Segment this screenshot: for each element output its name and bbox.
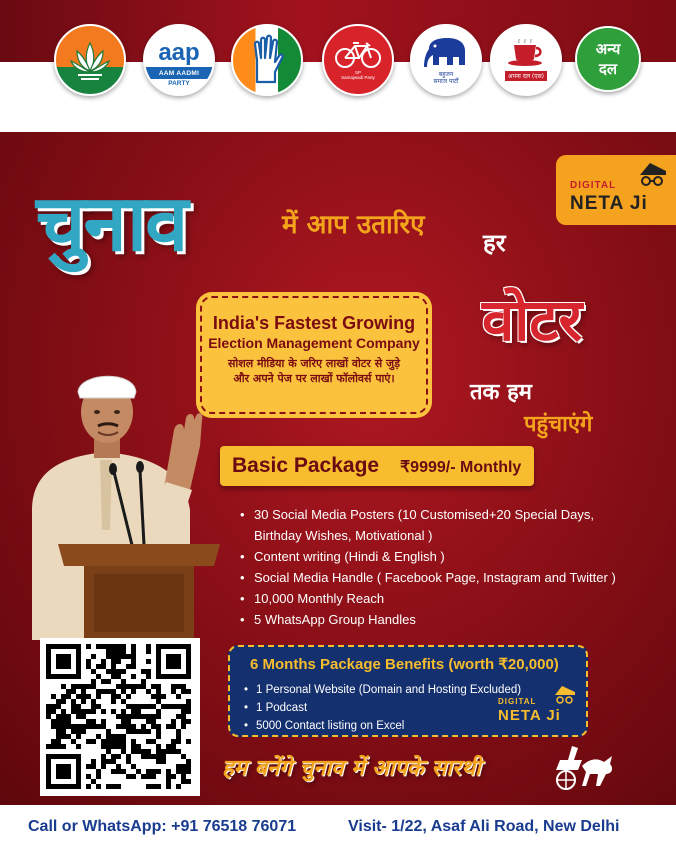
aap-broom-band (143, 67, 215, 79)
other-parties-label-2: दल (598, 60, 618, 78)
headline-pahuchayenge: पहुंचाएंगे (524, 412, 593, 437)
other-parties-badge (575, 26, 641, 92)
aap-logo (143, 24, 215, 96)
benefits-brand-neta-ji: NETA Ji (498, 707, 561, 724)
congress-hand-logo (231, 24, 303, 96)
aap-name-line1: AAM AADMI (158, 69, 200, 77)
address-contact: Visit- 1/22, Asaf Ali Road, New Delhi (348, 818, 620, 835)
brand-digital-text: DIGITAL (570, 180, 617, 191)
benefits-list (242, 681, 521, 735)
bsp-elephant-logo (410, 24, 482, 96)
feature-item: • 10,000 Monthly Reach (238, 588, 638, 609)
company-line3: सोशल मीडिया के जरिए लाखों वोटर से जुड़े (227, 357, 401, 370)
party-logo-strip (0, 0, 676, 132)
cycle-icon (333, 40, 383, 70)
benefit-item: • 1 Podcast (242, 699, 521, 717)
company-line1: India's Fastest Growing (212, 313, 416, 333)
contact-footer (0, 805, 676, 845)
qr-code[interactable] (40, 638, 200, 796)
sp-label-1: SP (354, 70, 361, 75)
headline-har: हर (483, 229, 506, 257)
package-price: ₹9999/- Monthly (400, 459, 522, 476)
bsp-label-1: बहुजन (438, 71, 454, 78)
package-name: Basic Package (232, 454, 380, 477)
hand-icon (245, 34, 289, 86)
basic-package-bar (220, 446, 534, 486)
benefits-brand-digital: DIGITAL (498, 697, 537, 706)
chariot-icon (548, 742, 618, 792)
headline-tak-hum: तक हम (470, 380, 532, 405)
brand-neta-ji-text: NETA Ji (570, 193, 648, 214)
feature-continuation-text: Birthday Wishes, Motivational ) (254, 528, 433, 543)
sp-label-2: Samajwadi Party (341, 75, 375, 80)
digital-neta-ji-brand (556, 155, 676, 225)
feature-item: • Content writing (Hindi & English ) (238, 546, 638, 567)
aap-wordmark: aap (158, 39, 200, 66)
sarathi-tagline: हम बनेंगे चुनाव में आपके सारथी (222, 756, 481, 781)
headline-chunav: चुनाव (36, 179, 187, 269)
apna-dal-label: अपना दल (एस) (505, 71, 547, 81)
feature-item-continuation (238, 525, 638, 546)
qr-code-pattern (46, 644, 194, 790)
samajwadi-party-logo (322, 24, 394, 96)
cup-saucer-icon (504, 39, 548, 69)
phone-whatsapp-contact[interactable]: Call or WhatsApp: +91 76518 76071 (28, 818, 297, 835)
bsp-label-2: समाज पार्टी (433, 78, 459, 85)
benefit-item: • 5000 Contact listing on Excel (242, 717, 521, 735)
benefits-title: 6 Months Package Benefits (worth ₹20,000) (250, 656, 559, 673)
feature-item: • 30 Social Media Posters (10 Customised+20 Special Days, (238, 504, 638, 525)
other-parties-label-1: अन्य (595, 40, 621, 58)
neta-cap-glasses-icon (552, 685, 578, 705)
feature-item: • Social Media Handle ( Facebook Page, Instagram and Twitter ) (238, 567, 638, 588)
package-features-list (238, 504, 638, 630)
aap-name-line2: PARTY (168, 80, 190, 87)
apna-dal-logo (490, 24, 562, 96)
six-month-benefits-box (228, 645, 588, 737)
headline-voter: वोटर (482, 286, 583, 354)
company-line4: और अपने पेज पर लाखों फॉलोवर्स पाएं। (233, 372, 395, 385)
lotus-icon (65, 35, 115, 85)
politician-at-podium-illustration (14, 360, 224, 640)
bjp-lotus-logo (54, 24, 126, 96)
elephant-icon (421, 35, 471, 71)
headline-line1: में आप उतारिए (282, 210, 425, 240)
company-tagline-box (200, 296, 428, 414)
feature-item: • 5 WhatsApp Group Handles (238, 609, 638, 630)
company-line2: Election Management Company (208, 335, 420, 351)
benefit-item: • 1 Personal Website (Domain and Hosting Excluded) (242, 681, 521, 699)
neta-cap-glasses-icon (636, 161, 670, 189)
